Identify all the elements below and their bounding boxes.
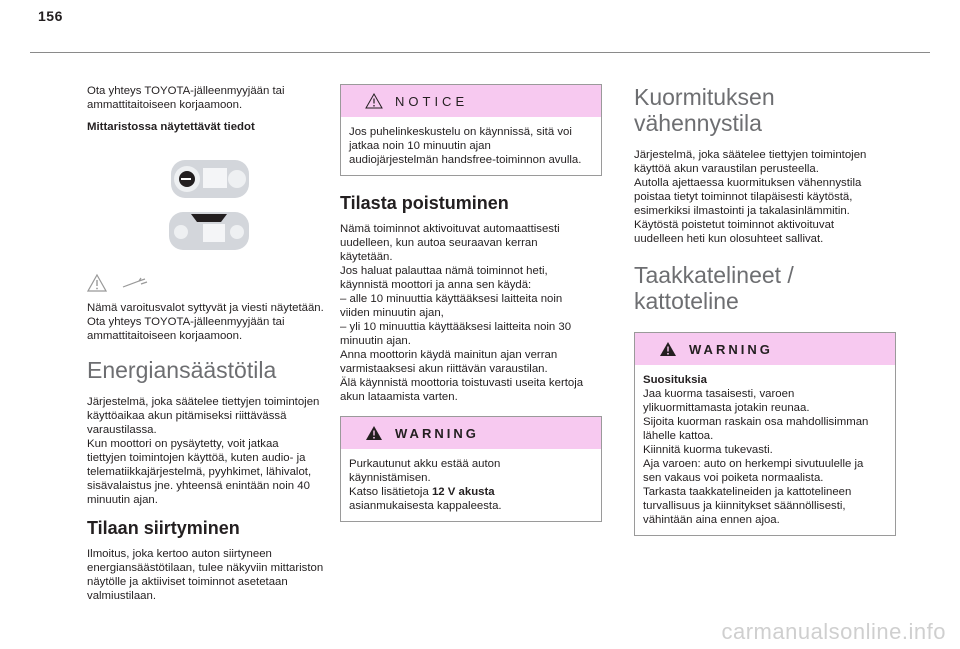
entering-mode-heading: Tilaan siirtyminen <box>87 518 240 538</box>
warning-lights-text: Nämä varoitusvalot syttyvät ja viesti näytetään. Ota yhteys TOYOTA-jälleenmyyjään tai ammattitaitoiseen korjaamoon. <box>87 302 324 342</box>
warning-triangle-icon <box>659 341 677 357</box>
notice-box <box>340 84 602 176</box>
energy-saving-text: Järjestelmä, joka säätelee tiettyjen toimintojen käyttöaikaa akun pitämiseksi riittävässä varaustilassa. Kun moottori on pysäytetty, voit jatkaa tiettyjen toimintojen käyttöä, kuten audio- ja telematiikkajärjestelmä, pyyhkimet, lähivalot, sisävalaistus jne. yhteensä enintään noin 40 minuutin ajan. <box>87 396 320 506</box>
column-1 <box>87 84 349 611</box>
notice-body <box>341 117 601 175</box>
warning-triangle-icon <box>365 425 383 441</box>
battery-warning-body <box>341 449 601 521</box>
battery-link-text: 12 V akusta <box>431 486 495 498</box>
load-reduction-heading: Kuormituksen vähennystila <box>634 84 775 136</box>
entering-mode-text: Ilmoitus, joka kertoo auton siirtyneen energiansäästötilaan, tulee näkyviin mittariston näytölle ja aktiiviset toiminnot asetetaan valmiustilaan. <box>87 548 324 602</box>
page-number: 156 <box>38 8 63 24</box>
roof-rack-warning-title: WARNING <box>689 341 773 357</box>
roof-rack-warning-header <box>635 333 895 365</box>
warning-triangle-icon <box>87 273 107 293</box>
recommendations-text: Jaa kuorma tasaisesti, varoen ylikuormittamasta jotakin reunaa. Sijoita kuorman raskain osa mahdollisimman lähelle kattoa. Kiinnitä kuorma tukevasti. Aja varoen: auto on herkempi sivutuulelle ja sen vakaus voi poiketa normaalista. Tarkasta taakkatelineiden ja kattotelineen turvallisuus ja kiinnitykset säännöllisesti, vähintään aina ennen ajoa. <box>643 388 869 526</box>
warning-lights <box>87 273 349 293</box>
battery-warning-box <box>340 416 602 522</box>
roof-rack-heading: Taakkatelineet / kattoteline <box>634 262 794 314</box>
notice-text: Jos puhelinkeskustelu on käynnissä, sitä voi jatkaa noin 10 minuutin ajan audiojärjestelmän handsfree-toiminnon avulla. <box>349 126 582 166</box>
column-2 <box>340 84 602 530</box>
footer-watermark: carmanualsonline.info <box>721 619 946 644</box>
instrument-cluster-icon <box>167 158 257 258</box>
notice-title: NOTICE <box>395 93 469 109</box>
header-rule <box>30 52 930 53</box>
energy-saving-heading: Energiansäästötila <box>87 357 277 383</box>
roof-rack-warning-body <box>635 365 895 535</box>
contact-text: Ota yhteys TOYOTA-jälleenmyyjään tai ammattitaitoiseen korjaamoon. <box>87 85 285 111</box>
notice-header <box>341 85 601 117</box>
battery-warning-text-b: asianmukaisesta kappaleesta. <box>349 500 502 512</box>
exiting-mode-text: Nämä toiminnot aktivoituvat automaattisesti uudelleen, kun autoa seuraavan kerran käytetään. Jos haluat palauttaa nämä toiminnot heti, käynnistä moottori ja anna sen käydä: – alle 10 minuuttia käyttääksesi laitteita noin viiden minuutin ajan, – yli 10 minuuttia käyttääksesi laitteita noin 30 minuutin ajan. Anna moottorin käydä mainitun ajan verran varmistaaksesi akun riittävän varaustilan. Älä käynnistä moottoria toistuvasti useita kertoja akun lataamista varten. <box>340 223 584 403</box>
battery-warning-header <box>341 417 601 449</box>
roof-rack-warning-box <box>634 332 896 536</box>
battery-warning-text <box>349 457 593 513</box>
wrench-icon <box>121 276 149 290</box>
battery-warning-text-a: Purkautunut akku estää auton käynnistämisen. Katso lisätietoja <box>349 458 501 498</box>
cluster-info-heading: Mittaristossa näytettävät tiedot <box>87 121 255 133</box>
column-3 <box>634 84 896 544</box>
battery-warning-title: WARNING <box>395 425 479 441</box>
instrument-cluster-illustrations <box>167 158 349 263</box>
notice-triangle-icon <box>365 93 383 109</box>
load-reduction-text: Järjestelmä, joka säätelee tiettyjen toimintojen käyttöä akun varaustilan perusteella. Autolla ajettaessa kuormituksen vähennystila poistaa tietyt toiminnot tilapäisesti käytöstä, esimerkiksi ilmastointi ja takalasinlämmitin. Käytöstä poistetut toiminnot aktivoituvat uudelleen heti kun olosuhteet sallivat. <box>634 149 867 245</box>
recommendations-label: Suosituksia <box>643 374 707 386</box>
exiting-mode-heading: Tilasta poistuminen <box>340 193 509 213</box>
